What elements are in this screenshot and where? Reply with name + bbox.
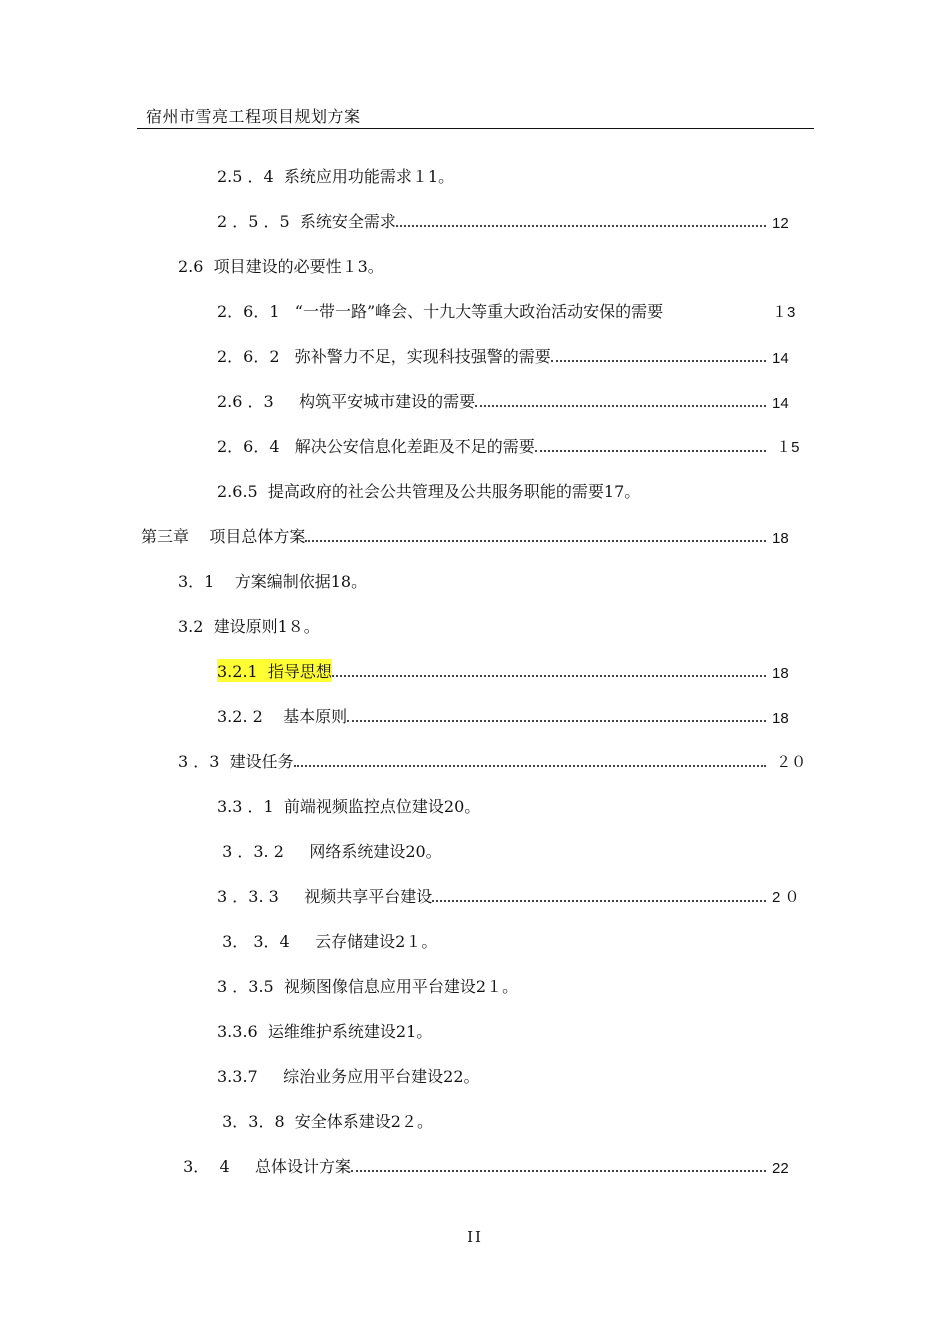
toc-entry-title: 2.6 项目建设的必要性１3。 — [178, 257, 384, 276]
toc-page-number: 12 — [772, 215, 789, 232]
toc-entry[interactable] — [217, 1016, 432, 1042]
toc-entry-title: 3.3 ．1 前端视频监控点位建设20。 — [217, 797, 481, 816]
header-divider — [137, 128, 814, 129]
toc-leader-dots — [551, 360, 766, 362]
toc-entry-title: 3．1 方案编制依据18。 — [178, 572, 368, 591]
footer-page-number: II — [467, 1228, 483, 1246]
toc-entry[interactable] — [178, 1151, 830, 1177]
toc-entry-title: 3． 3．4 云存储建设2１。 — [217, 932, 438, 951]
toc-entry-title: 3．3．8 安全体系建设2２。 — [217, 1112, 433, 1131]
toc-entry[interactable] — [217, 161, 454, 187]
toc-entry[interactable] — [217, 971, 518, 997]
toc-entry-title: 2．6．2 弥补警力不足，实现科技强警的需要 — [217, 347, 551, 366]
toc-page-number: ２０ — [772, 754, 807, 771]
toc-entry[interactable] — [217, 341, 830, 367]
toc-page-number: 18 — [772, 530, 789, 547]
toc-entry-title: 3 ．3. 3 视频共享平台建设 — [217, 887, 433, 906]
toc-entry-title: 3 ．3.5 视频图像信息应用平台建设2１。 — [217, 977, 519, 996]
toc-entry[interactable] — [217, 1061, 480, 1087]
toc-entry[interactable] — [217, 836, 442, 862]
toc-page-number: 14 — [772, 350, 789, 367]
toc-entry[interactable] — [217, 431, 830, 457]
toc-leader-dots — [305, 540, 766, 542]
toc-entry[interactable] — [178, 611, 320, 637]
toc-entry-title: 2.5 ．4 系统应用功能需求１1。 — [217, 167, 455, 186]
toc-page-number: １5 — [772, 439, 800, 456]
toc-entry[interactable] — [178, 746, 830, 772]
toc-entry[interactable] — [217, 701, 830, 727]
toc-entry[interactable] — [217, 881, 830, 907]
toc-page-number: 14 — [772, 395, 789, 412]
toc-entry[interactable] — [217, 656, 830, 682]
toc-entry-title: 2．6．4 解决公安信息化差距及不足的需要 — [217, 437, 535, 456]
toc-entry-title: 3.2.1 指导思想 — [217, 659, 332, 682]
toc-entry-title: 第三章 项目总体方案 — [141, 527, 306, 546]
toc-entry[interactable] — [217, 1106, 433, 1132]
toc-entry[interactable] — [141, 521, 830, 547]
toc-entry-title: 2．6．1 “一带一路”峰会、十九大等重大政治活动安保的需要 — [217, 302, 664, 321]
toc-leader-dots — [535, 450, 766, 452]
toc-leader-dots — [332, 675, 766, 677]
running-header-title: 宿州市雪亮工程项目规划方案 — [146, 107, 361, 126]
toc-entry-title: 3.3.6 运维维护系统建设21。 — [217, 1022, 433, 1041]
toc-entry[interactable] — [178, 251, 384, 277]
toc-entry-title: 3 ．3. 2 网络系统建设20。 — [217, 842, 442, 861]
toc-leader-dots — [396, 225, 766, 227]
toc-entry[interactable] — [217, 296, 830, 322]
toc-entry[interactable] — [217, 386, 830, 412]
toc-entry[interactable] — [217, 926, 437, 952]
toc-entry-title: 3.2 建设原则1８。 — [178, 617, 320, 636]
toc-entry[interactable] — [217, 476, 640, 502]
toc-entry-title: 3 ．3 建设任务 — [178, 752, 294, 771]
toc-entry[interactable] — [178, 566, 367, 592]
toc-leader-dots — [347, 720, 766, 722]
toc-entry[interactable] — [217, 206, 830, 232]
toc-leader-dots — [351, 1170, 766, 1172]
toc-entry-title: 3． 4 总体设计方案 — [178, 1157, 352, 1176]
toc-page-number: 22 — [772, 1160, 789, 1177]
toc-entry-title: 3.2. 2 基本原则 — [217, 707, 348, 726]
toc-entry[interactable] — [217, 791, 480, 817]
toc-leader-dots — [475, 405, 766, 407]
toc-entry-title: 2.6.5 提高政府的社会公共管理及公共服务职能的需要17。 — [217, 482, 641, 501]
toc-page-number: 2 ０ — [772, 889, 800, 906]
toc-page-number: 18 — [772, 665, 789, 682]
toc-leader-dots — [294, 765, 766, 767]
toc-page-number: １3 — [772, 304, 796, 321]
toc-entry-title: 3.3.7 综治业务应用平台建设22。 — [217, 1067, 480, 1086]
toc-entry-title: 2.6 ．3 构筑平安城市建设的需要 — [217, 392, 476, 411]
toc-entry-title: 2 ．5 ．5 系统安全需求 — [217, 212, 396, 231]
toc-leader-dots — [432, 900, 766, 902]
toc-page-number: 18 — [772, 710, 789, 727]
